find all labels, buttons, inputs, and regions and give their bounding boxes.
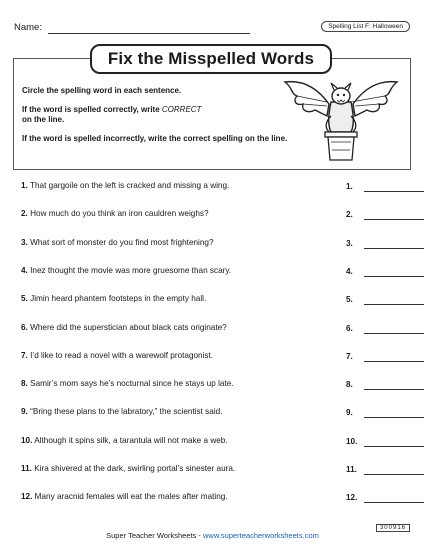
answer-field: [346, 324, 408, 333]
question-number: 4.: [21, 265, 28, 275]
question-row: [21, 181, 336, 190]
question-row: [21, 294, 336, 303]
answer-field: [346, 437, 408, 446]
question-text[interactable]: “Bring these plans to the labratory,” the scientist said.: [30, 407, 223, 417]
answer-number: 2.: [346, 210, 353, 220]
question-text[interactable]: Kira shivered at the dark, swirling portal’s sinester aura.: [34, 464, 236, 473]
answer-number: 11.: [346, 465, 357, 474]
answer-number: 1.: [346, 182, 353, 191]
footer: [0, 531, 425, 540]
answer-field: [346, 182, 408, 191]
answer-field: [346, 210, 408, 219]
question-row: [21, 323, 336, 332]
question-text[interactable]: Where did the superstician about black cats originate?: [30, 322, 227, 332]
question-row: [21, 238, 336, 247]
name-line[interactable]: [48, 33, 250, 34]
answer-number: 9.: [346, 408, 353, 418]
question-row: [21, 407, 336, 416]
instruction-correct: [22, 105, 292, 125]
page-title: Fix the Misspelled Words: [90, 44, 332, 74]
answer-field: [346, 408, 408, 417]
answer-number: 8.: [346, 380, 353, 390]
question-number: 2.: [21, 209, 28, 219]
answer-number: 7.: [346, 351, 353, 361]
footer-brand: Super Teacher Worksheets -: [106, 531, 203, 540]
answer-field: [346, 295, 408, 304]
question-text[interactable]: How much do you think an iron cauldren weighs?: [30, 209, 209, 219]
answer-line[interactable]: [364, 219, 424, 220]
question-number: 7.: [21, 350, 28, 360]
question-number: 12.: [21, 492, 33, 502]
question-number: 1.: [21, 181, 28, 190]
answer-field: [346, 465, 408, 474]
name-label: Name:: [14, 22, 42, 33]
instructions: [22, 86, 292, 153]
answer-field: [346, 267, 408, 276]
answer-number: 10.: [346, 436, 358, 446]
answer-line[interactable]: [364, 417, 424, 418]
answer-line[interactable]: [364, 333, 424, 334]
question-row: [21, 209, 336, 218]
question-row: [21, 266, 336, 275]
question-row: [21, 464, 336, 473]
instruction-correct-end: on the line.: [22, 115, 65, 124]
list-badge: Spelling List F: Halloween: [321, 21, 410, 32]
answer-line[interactable]: [364, 389, 424, 390]
answer-line[interactable]: [364, 276, 424, 277]
worksheet-code: 300916: [376, 524, 410, 532]
answer-field: [346, 239, 408, 248]
question-number: 5.: [21, 294, 28, 304]
answer-number: 4.: [346, 266, 353, 276]
question-row: [21, 436, 336, 445]
instruction-correct-text: If the word is spelled correctly, write: [22, 105, 162, 114]
question-text[interactable]: Jimin heard phantem footsteps in the empty hall.: [30, 294, 207, 304]
answer-field: [346, 380, 408, 389]
question-number: 9.: [21, 407, 28, 417]
instruction-correct-keyword: CORRECT: [161, 105, 202, 114]
answer-line[interactable]: [364, 248, 424, 249]
question-text[interactable]: Inez thought the movie was more gruesome than scary.: [30, 265, 232, 275]
answer-number: 5.: [346, 295, 353, 305]
question-number: 11.: [21, 464, 32, 473]
instruction-circle: Circle the spelling word in each sentence.: [22, 86, 182, 95]
answer-line[interactable]: [364, 446, 424, 447]
answer-line[interactable]: [364, 361, 424, 362]
question-number: 6.: [21, 322, 28, 332]
answer-field: [346, 352, 408, 361]
question-text[interactable]: Samir’s mom says he’s nocturnal since he stays up late.: [30, 379, 234, 389]
question-text[interactable]: Many aracnid females will eat the males after mating.: [34, 492, 228, 502]
answer-line[interactable]: [364, 191, 424, 192]
instruction-incorrect: If the word is spelled incorrectly, write the correct spelling on the line.: [22, 134, 288, 143]
question-row: [21, 379, 336, 388]
question-text[interactable]: That gargoile on the left is cracked and missing a wing.: [29, 181, 230, 190]
question-number: 3.: [21, 237, 28, 247]
gargoyle-icon: [281, 66, 401, 166]
question-row: [21, 492, 336, 501]
question-row: [21, 351, 336, 360]
answer-line[interactable]: [364, 502, 424, 503]
answer-number: 3.: [346, 238, 353, 248]
question-text[interactable]: What sort of monster do you find most frightening?: [30, 237, 214, 247]
answer-number: 6.: [346, 323, 353, 333]
footer-url[interactable]: www.superteacherworksheets.com: [202, 531, 319, 540]
answer-line[interactable]: [364, 474, 424, 475]
question-number: 10.: [21, 435, 33, 445]
question-number: 8.: [21, 379, 28, 389]
question-text[interactable]: Although it spins silk, a tarantula will not make a web.: [34, 435, 228, 445]
answer-line[interactable]: [364, 304, 424, 305]
answer-number: 12.: [346, 493, 358, 503]
answer-field: [346, 493, 408, 502]
question-text[interactable]: I’d like to read a novel with a warewolf protagonist.: [30, 350, 214, 360]
